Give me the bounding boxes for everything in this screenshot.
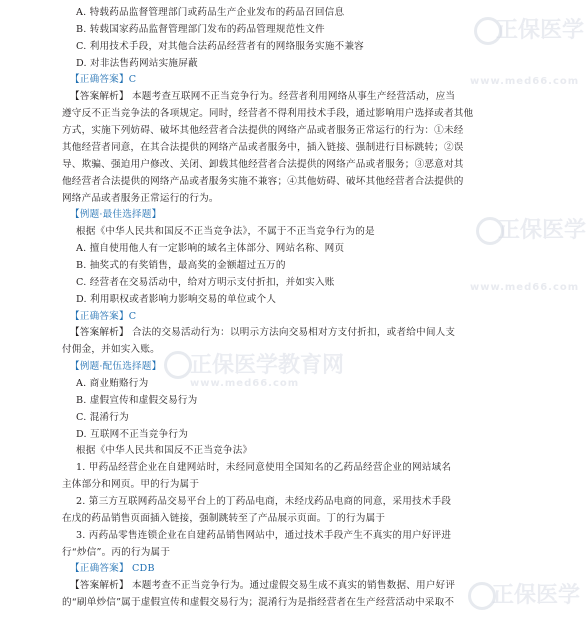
question-stem: 根据《中华人民共和国反不正当竞争法》 xyxy=(76,445,253,457)
watermark-brand: 正保医学 xyxy=(492,583,581,608)
answer-label: 【正确答案】C xyxy=(70,74,137,86)
watermark-logo-icon xyxy=(474,17,502,45)
sub-question: 2. 第三方互联网药品交易平台上的丁药品电商，未经戊药品电商的同意，采用技术手段 xyxy=(76,496,452,507)
watermark-brand: 正保医学 xyxy=(498,218,586,243)
explanation-line: 他经营者合法提供的网络产品或者服务实施不兼容；④其他妨碍、破坏其他经营者合法提供的 xyxy=(62,175,464,187)
option-d: D. 利用职权或者影响力影响交易的单位或个人 xyxy=(76,293,277,305)
option-b: B. 抽奖式的有奖销售，最高奖的金额超过五万的 xyxy=(76,259,286,271)
option-a: A. 特载药品监督管理部门或药品生产企业发布的药品召回信息 xyxy=(76,7,345,18)
watermark-url: www.med66.com xyxy=(190,378,300,389)
explanation-line: 其他经营者同意，在其合法提供的网络产品或者服务中，插入链接、强制进行目标跳转；②误 xyxy=(62,141,464,153)
option-d: D. 对非法售药网站实施屏蔽 xyxy=(76,57,198,69)
watermark-logo-icon xyxy=(476,217,504,245)
watermark-url: www.med66.com xyxy=(470,282,580,293)
option-b: B. 转载国家药品监督管理部门发布的药品管理规范性文件 xyxy=(76,23,325,35)
question-stem: 根据《中华人民共和国反不正当竞争法》，不属于不正当竞争行为的是 xyxy=(76,226,375,238)
explanation-line: 【答案解析】 本题考查不正当竞争行为。通过虚假交易生成不真实的销售数据、用户好评 xyxy=(70,580,456,592)
option-a: A. 商业贿赂行为 xyxy=(76,377,149,389)
option-c: C. 混淆行为 xyxy=(76,411,129,423)
watermark-brand-full: 正保医学教育网 xyxy=(190,353,345,378)
sub-question: 1. 甲药品经营企业在自建网站时，未经同意使用全国知名的乙药品经营企业的网站域名 xyxy=(76,462,452,474)
explanation-line: 遵守反不正当竞争法的各项规定。同时，经营者不得利用技术手段，通过影响用户选择或者其他 xyxy=(62,108,474,120)
explanation-line: 导、欺骗、强迫用户修改、关闭、卸载其他经营者合法提供的网络产品或者服务；③恶意对其 xyxy=(62,158,464,170)
option-b: B. 虚假宣传和虚假交易行为 xyxy=(76,394,198,406)
option-c: C. 经营者在交易活动中，给对方明示支付折扣，并如实入账 xyxy=(76,276,335,288)
explanation-line: 【答案解析】 本题考查互联网不正当竞争行为。经营者利用网络从事生产经营活动，应当 xyxy=(70,91,456,103)
sub-question: 的“刷单炒信”属于虚假宣传和虚假交易行为；混淆行为是指经营者在生产经营活动中采取不 xyxy=(62,597,455,609)
watermark-url: www.med66.com xyxy=(470,76,580,87)
answer-label: 【正确答案】 CDB xyxy=(70,563,155,575)
watermark-logo-icon xyxy=(164,351,192,379)
option-a: A. 擅自使用他人有一定影响的域名主体部分、网站名称、网页 xyxy=(76,243,345,255)
option-d: D. 互联网不正当竞争行为 xyxy=(76,428,188,440)
answer-label: 【正确答案】C xyxy=(70,310,137,322)
explanation-line: 【答案解析】 合法的交易活动行为：以明示方法向交易相对方支付折扣，或者给中间人支 xyxy=(70,327,456,339)
explanation-line: 付佣金，并如实入账。 xyxy=(62,344,160,356)
sub-question: 行“炒信”。丙的行为属于 xyxy=(62,546,171,558)
sub-question: 主体部分和网页。甲的行为属于 xyxy=(62,479,200,491)
section-heading: 【例题·配伍选择题】 xyxy=(70,361,162,373)
sub-question: 在戊的药品销售页面插入链接，强制跳转至了产品展示页面。丁的行为属于 xyxy=(62,512,386,524)
watermark-brand: 正保医学 xyxy=(496,18,585,43)
sub-question: 3. 丙药品零售连锁企业在自建药品销售网站中，通过技术手段产生不真实的用户好评进 xyxy=(76,529,452,541)
option-c: C. 利用技术手段，对其他合法药品经营者有的网络服务实施不兼容 xyxy=(76,40,364,52)
section-heading: 【例题·最佳选择题】 xyxy=(70,209,162,221)
explanation-line: 网络产品或者服务正常运行的行为。 xyxy=(62,192,219,204)
explanation-line: 方式，实施下列妨碍、破坏其他经营者合法提供的网络产品或者服务正常运行的行为：①未经 xyxy=(62,125,464,136)
watermark-logo-icon xyxy=(468,582,496,610)
